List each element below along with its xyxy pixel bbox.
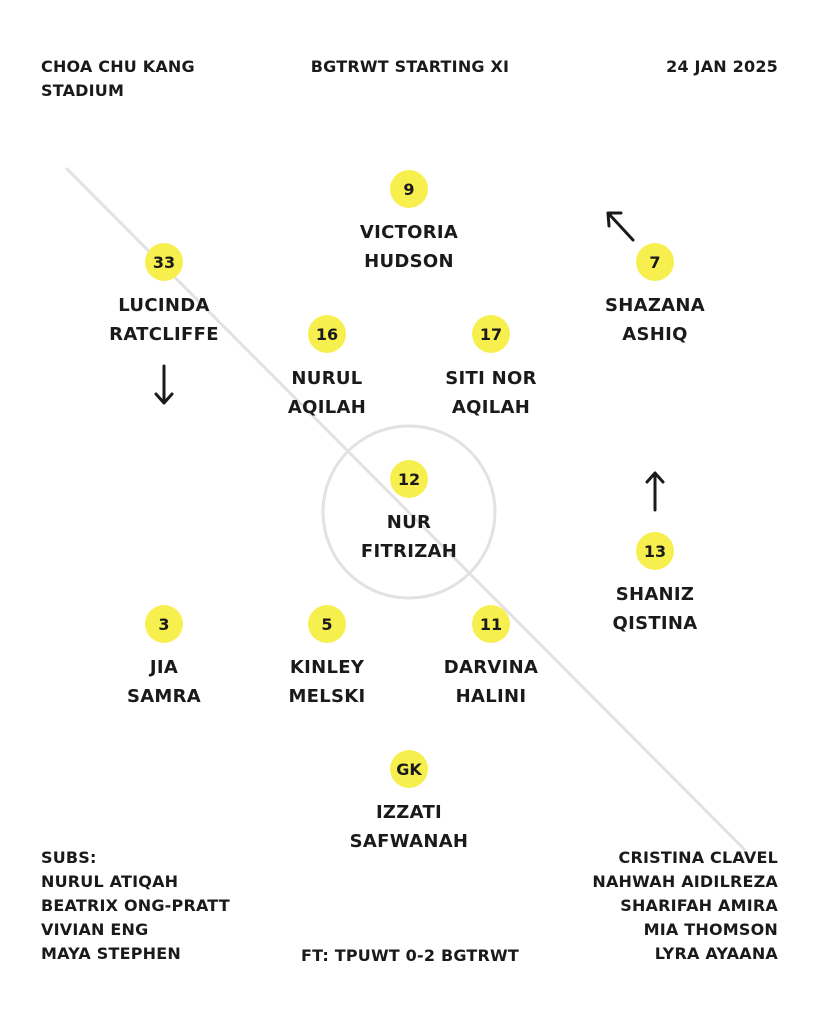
sub-player: CRISTINA CLAVEL xyxy=(618,848,778,867)
shirt-number-badge: 16 xyxy=(308,315,346,353)
shirt-number-badge: 3 xyxy=(145,605,183,643)
shirt-number-badge: 33 xyxy=(145,243,183,281)
subs-list-left xyxy=(41,846,230,966)
sub-player: BEATRIX ONG-PRATT xyxy=(41,896,230,915)
arrow-up-left-icon xyxy=(608,213,633,240)
subs-heading: SUBS: xyxy=(41,848,97,867)
shirt-number-badge: GK xyxy=(390,750,428,788)
shirt-number-badge: 12 xyxy=(390,460,428,498)
shirt-number-badge: 11 xyxy=(472,605,510,643)
player-name: VICTORIA HUDSON xyxy=(359,222,459,272)
shirt-number-badge: 13 xyxy=(636,532,674,570)
sub-player: NAHWAH AIDILREZA xyxy=(592,872,778,891)
sub-player: SHARIFAH AMIRA xyxy=(620,896,778,915)
match-date: 24 JAN 2025 xyxy=(666,57,778,76)
player-name: SITI NOR AQILAH xyxy=(445,368,537,418)
sub-player: MIA THOMSON xyxy=(643,920,778,939)
shirt-number-badge: 17 xyxy=(472,315,510,353)
player-name: SHANIZ QISTINA xyxy=(612,584,698,634)
venue-line-1: CHOA CHU KANG xyxy=(41,57,195,76)
sub-player: VIVIAN ENG xyxy=(41,920,149,939)
subs-list-right xyxy=(592,846,778,966)
shirt-number-badge: 7 xyxy=(636,243,674,281)
venue-line-2: STADIUM xyxy=(41,81,125,100)
player-name: LUCINDA RATCLIFFE xyxy=(109,295,219,345)
shirt-number-badge: 9 xyxy=(390,170,428,208)
sub-player: NURUL ATIQAH xyxy=(41,872,179,891)
arrow-down-icon xyxy=(156,366,172,403)
player-name: SHAZANA ASHIQ xyxy=(604,295,706,345)
sub-player: MAYA STEPHEN xyxy=(41,944,181,963)
final-score: FT: TPUWT 0-2 BGTRWT xyxy=(300,946,520,965)
player-name: IZZATI SAFWANAH xyxy=(349,802,469,852)
player-name: KINLEY MELSKI xyxy=(288,657,366,707)
page-title: BGTRWT STARTING XI xyxy=(310,57,510,76)
player-name: NURUL AQILAH xyxy=(287,368,367,418)
shirt-number-badge: 5 xyxy=(308,605,346,643)
arrow-up-icon xyxy=(647,473,663,510)
sub-player: LYRA AYAANA xyxy=(654,944,778,963)
player-name: NUR FITRIZAH xyxy=(360,512,458,562)
player-name: DARVINA HALINI xyxy=(443,657,539,707)
player-name: JIA SAMRA xyxy=(126,657,202,707)
